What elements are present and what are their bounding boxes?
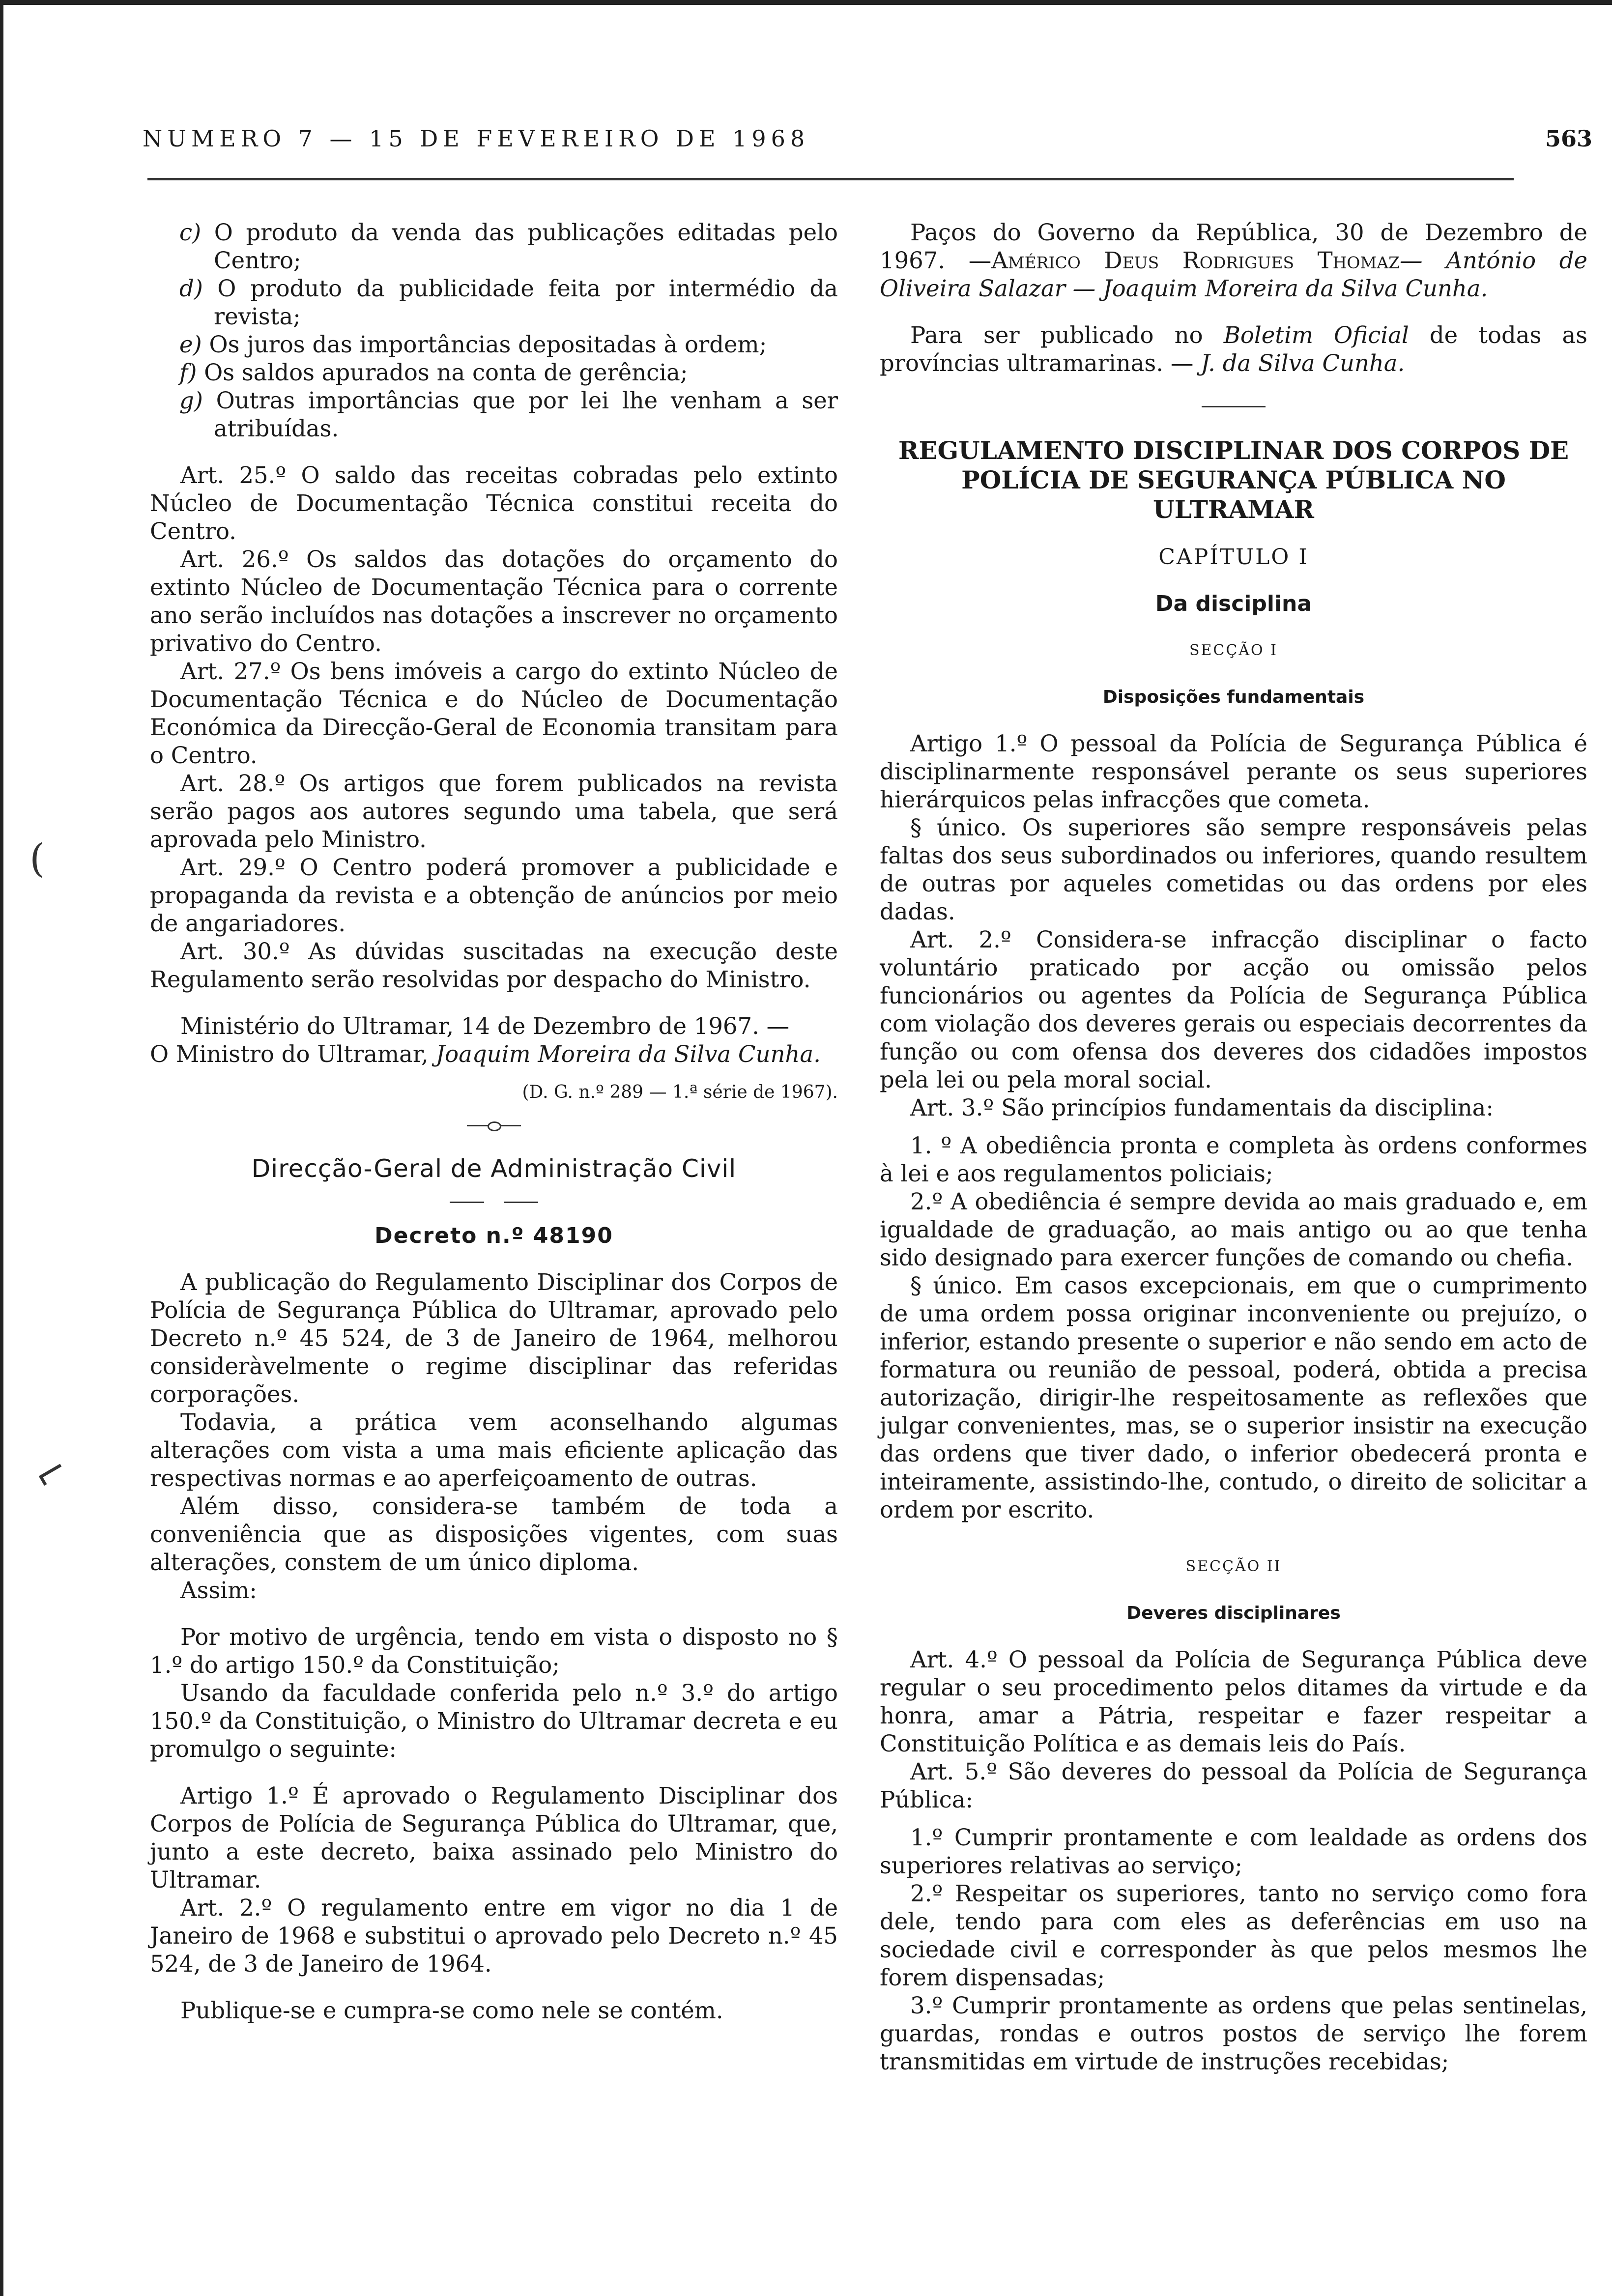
- list-item: 1. º A obediência pronta e completa às ordens conformes à lei e aos regulamentos policiais;: [880, 1132, 1587, 1187]
- publish-formula: Publique-se e cumpra-se como nele se contém.: [180, 1997, 723, 2024]
- signature-block: Paços do Governo da República, 30 de Dezembro de 1967. —Américo Deus Rodrigues Thomaz— António de Oliveira Salazar — Joaquim Moreira da Silva Cunha.: [880, 219, 1588, 302]
- chapter-label: CAPÍTULO I: [1158, 545, 1309, 570]
- publication-note: Para ser publicado no Boletim Oficial de todas as províncias ultramarinas. — J. da Silva Cunha.: [880, 322, 1588, 376]
- double-dash-divider: [150, 1202, 838, 1203]
- top-border: [0, 0, 1612, 5]
- regulation-paragraph: § único. Os superiores são sempre responsáveis pelas faltas dos seus subordinados ou inferiores, quando resultem de outras por aqueles cometidas ou das ordens por eles dadas.: [880, 814, 1587, 925]
- article: Art. 27.º Os bens imóveis a cargo do extinto Núcleo de Documentação Técnica e do Núcleo de Documentação Económica da Direcção-Geral de Economia transitam para o Centro.: [150, 658, 838, 769]
- list-item: c) O produto da venda das publicações editadas pelo Centro;: [179, 219, 838, 274]
- preamble-paragraph: Todavia, a prática vem aconselhando algumas alterações com vista a uma mais eficiente aplicação das respectivas normas e ao aperfeiçoamento de outras.: [150, 1409, 838, 1492]
- section-divider: [880, 406, 1587, 407]
- minister-signature: O Ministro do Ultramar, Joaquim Moreira da Silva Cunha.: [150, 1041, 821, 1067]
- article: Art. 30.º As dúvidas suscitadas na execução deste Regulamento serão resolvidas por despacho do Ministro.: [150, 938, 838, 993]
- article: Art. 29.º O Centro poderá promover a publicidade e propaganda da revista e a obtenção de anúncios por meio de angariadores.: [150, 854, 838, 937]
- decree-title: Decreto n.º 48190: [374, 1223, 613, 1248]
- decree-article: Art. 2.º O regulamento entre em vigor no dia 1 de Janeiro de 1968 e substitui o aprovado pelo Decreto n.º 45 524, de 3 de Janeiro de 1964.: [150, 1894, 838, 1977]
- page-header: [143, 125, 1592, 160]
- ministry-date: Ministério do Ultramar, 14 de Dezembro de 1967. —: [180, 1013, 790, 1039]
- left-border: [0, 0, 3, 2296]
- list-item: 2.º A obediência é sempre devida ao mais graduado e, em igualdade de graduação, ao mais antigo ou ao que tenha sido designado para exercer funções de comando ou chefia.: [880, 1188, 1587, 1271]
- right-column: [880, 219, 1587, 2076]
- preamble-paragraph: Assim:: [180, 1577, 257, 1604]
- section-label: SECÇÃO II: [1185, 1558, 1282, 1575]
- section-title: Disposições fundamentais: [1102, 687, 1365, 707]
- margin-mark: ⌐: [25, 1444, 77, 1501]
- regulation-paragraph: Artigo 1.º O pessoal da Polícia de Segurança Pública é disciplinarmente responsável perante os seus superiores hierárquicos pelas infracções que cometa.: [880, 730, 1587, 813]
- preamble-paragraph: Além disso, considera-se também de toda a conveniência que as disposições vigentes, com suas alterações, constem de um único diploma.: [150, 1493, 838, 1576]
- preamble-paragraph: A publicação do Regulamento Disciplinar dos Corpos de Polícia de Segurança Pública do Ultramar, aprovado pelo Decreto n.º 45 524, de 3 de Janeiro de 1964, melhorou consideràvelmente o regime disciplinar das referidas corporações.: [150, 1269, 838, 1407]
- article: Art. 28.º Os artigos que forem publicados na revista serão pagos aos autores segundo uma tabela, que será aprovada pelo Ministro.: [150, 770, 838, 853]
- directorate-heading: Direcção-Geral de Administração Civil: [251, 1154, 737, 1183]
- chapter-title: Da disciplina: [1155, 591, 1312, 616]
- list-item: g) Outras importâncias que por lei lhe venham a ser atribuídas.: [179, 387, 838, 442]
- article: Art. 26.º Os saldos das dotações do orçamento do extinto Núcleo de Documentação Técnica para o corrente ano serão incluídos nas dotações a inscrever no orçamento privativo do Centro.: [150, 546, 838, 657]
- urgency-paragraph: Usando da faculdade conferida pelo n.º 3.º do artigo 150.º da Constituição, o Ministro do Ultramar decreta e eu promulgo o seguinte:: [150, 1680, 838, 1762]
- header-rule: [147, 178, 1514, 180]
- article: Art. 25.º O saldo das receitas cobradas pelo extinto Núcleo de Documentação Técnica constitui receita do Centro.: [150, 462, 838, 545]
- regulation-paragraph: Art. 2.º Considera-se infracção disciplinar o facto voluntário praticado por acção ou omissão pelos funcionários ou agentes da Polícia de Segurança Pública com violação dos deveres gerais ou especiais decorrentes da função ou com ofensa dos deveres dos cidadões impostos pela lei ou pela moral social.: [880, 926, 1587, 1093]
- section-label: SECÇÃO I: [1189, 642, 1278, 659]
- list-item: 1.º Cumprir prontamente e com lealdade as ordens dos superiores relativas ao serviço;: [880, 1824, 1587, 1879]
- list-item: d) O produto da publicidade feita por intermédio da revista;: [179, 275, 838, 330]
- decree-article: Artigo 1.º É aprovado o Regulamento Disciplinar dos Corpos de Polícia de Segurança Pública do Ultramar, que, junto a este decreto, baixa assinado pelo Ministro do Ultramar.: [150, 1782, 838, 1893]
- list-item: 2.º Respeitar os superiores, tanto no serviço como fora dele, tendo para com eles as deferências em uso na sociedade civil e corresponder às que pelos mesmos lhe forem dispensadas;: [880, 1880, 1587, 1991]
- dg-reference: (D. G. n.º 289 — 1.ª série de 1967).: [522, 1082, 838, 1102]
- regulation-paragraph: Art. 4.º O pessoal da Polícia de Segurança Pública deve regular o seu procedimento pelos ditames da virtude e da honra, amar a Pátria, respeitar e fazer respeitar a Constituição Política e as demais leis do País.: [880, 1646, 1587, 1757]
- margin-mark: (: [29, 835, 45, 881]
- list-item: § único. Em casos excepcionais, em que o cumprimento de uma ordem possa originar inconveniente ou prejuízo, o inferior, estando presente o superior e não sendo em acto de formatura ou reunião de pessoal, poderá, obtida a precisa autorização, dirigir-lhe respeitosamente as reflexões que julgar convenientes, mas, se o superior insistir na execução das ordens que tiver dado, o inferior obedecerá pronta e inteiramente, assistindo-lhe, contudo, o direito de solicitar a ordem por escrito.: [880, 1272, 1587, 1523]
- regulation-title: REGULAMENTO DISCIPLINAR DOS CORPOS DE POLÍCIA DE SEGURANÇA PÚBLICA NO ULTRAMAR: [898, 436, 1569, 524]
- urgency-paragraph: Por motivo de urgência, tendo em vista o disposto no § 1.º do artigo 150.º da Constituição;: [150, 1624, 838, 1678]
- section-title: Deveres disciplinares: [1126, 1603, 1341, 1623]
- regulation-paragraph: Art. 3.º São princípios fundamentais da disciplina:: [910, 1094, 1494, 1121]
- left-column: [150, 219, 838, 2025]
- issue-line: NUMERO 7 — 15 DE FEVEREIRO DE 1968: [143, 125, 810, 152]
- list-item: e) Os juros das importâncias depositadas à ordem;: [179, 331, 767, 358]
- ornament-divider: [150, 1125, 838, 1126]
- list-item: f) Os saldos apurados na conta de gerência;: [179, 359, 688, 386]
- page-number: 563: [1545, 125, 1592, 152]
- list-item: 3.º Cumprir prontamente as ordens que pelas sentinelas, guardas, rondas e outros postos de serviço lhe forem transmitidas em virtude de instruções recebidas;: [880, 1992, 1587, 2075]
- regulation-paragraph: Art. 5.º São deveres do pessoal da Polícia de Segurança Pública:: [880, 1758, 1587, 1813]
